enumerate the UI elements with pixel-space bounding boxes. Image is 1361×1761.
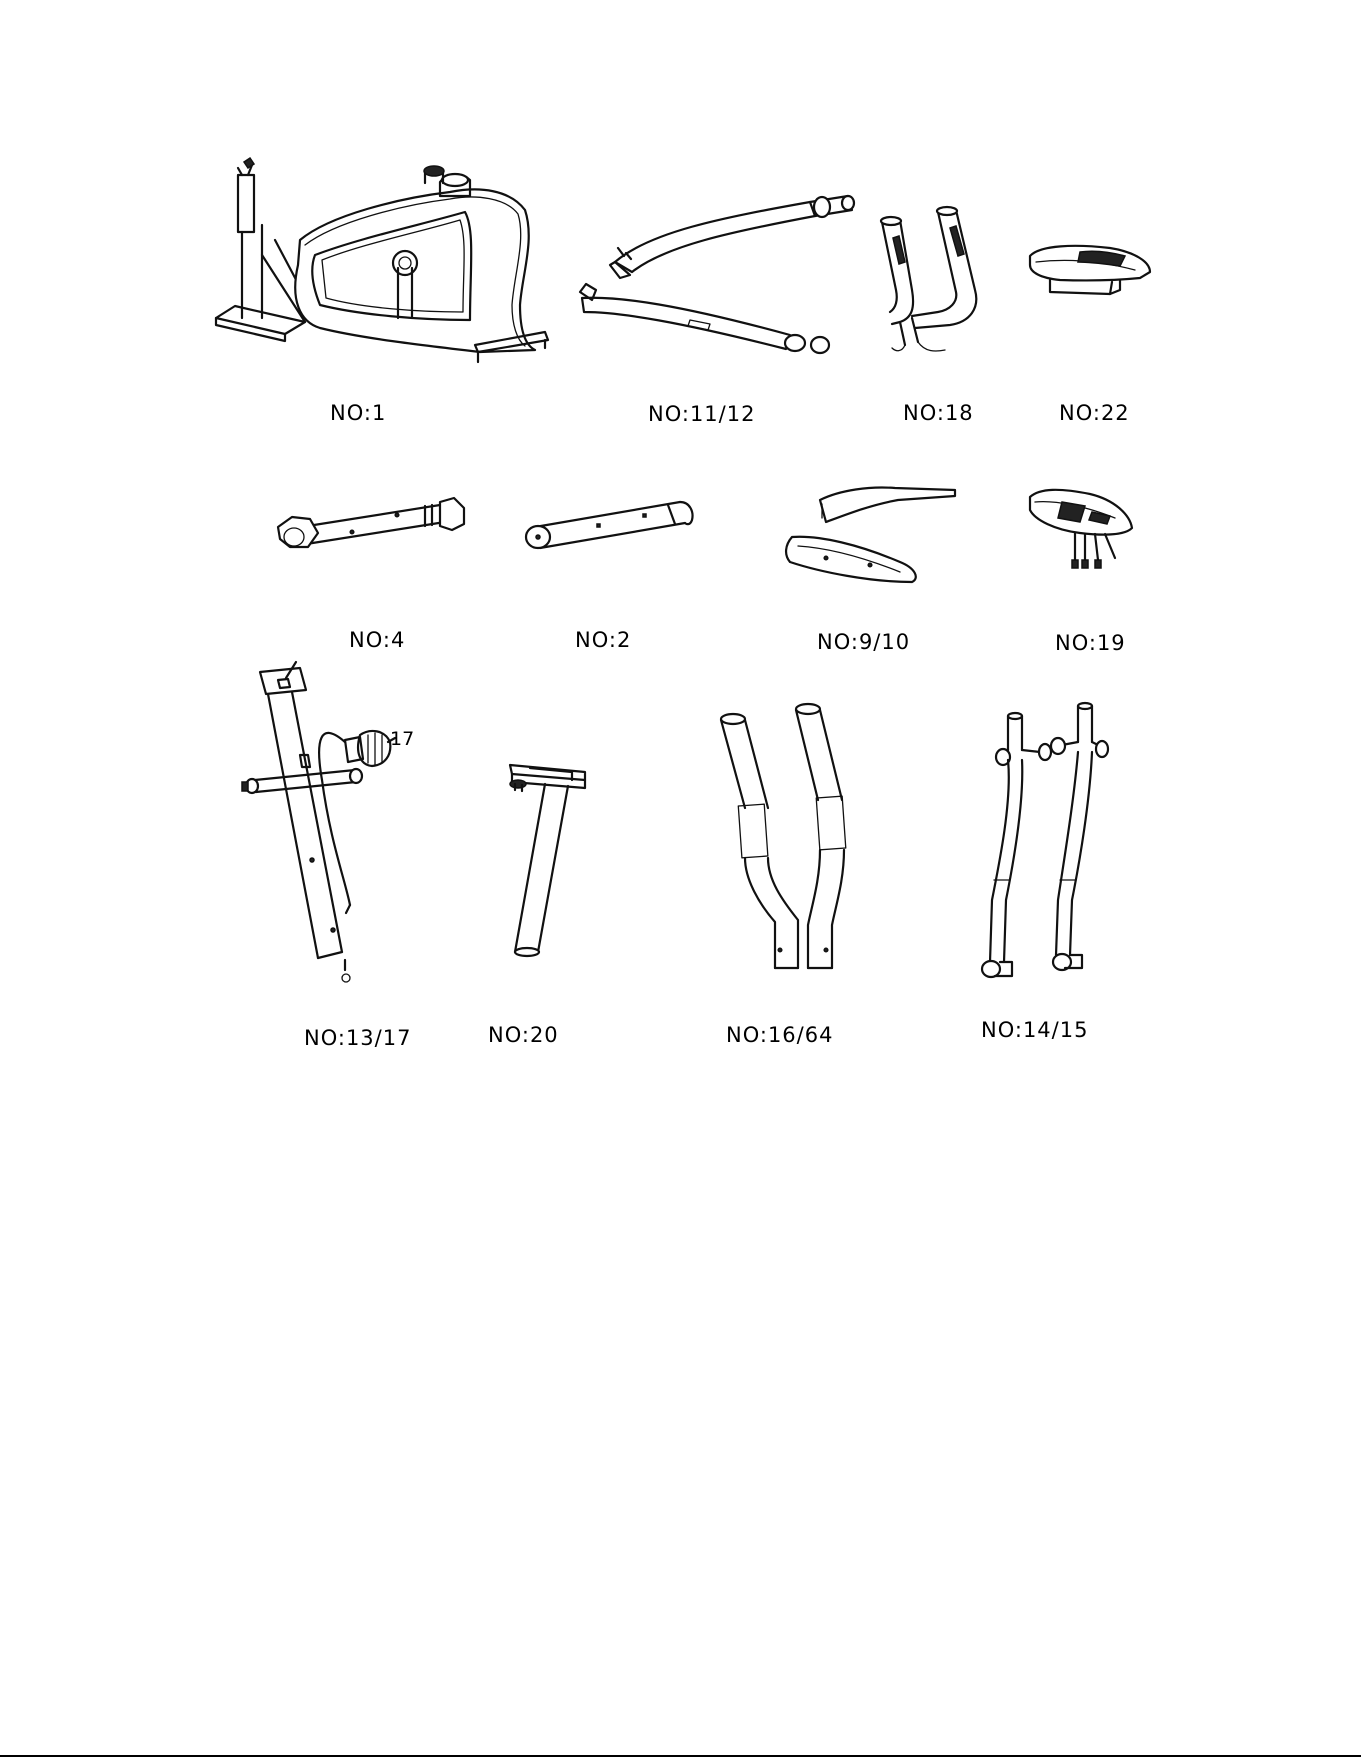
page-footer-rule	[0, 1755, 1361, 1757]
front-post-drawing	[242, 662, 395, 982]
tension-knob-callout: 17	[390, 728, 415, 750]
lower-handlebar-drawing	[982, 703, 1108, 977]
main-frame-drawing	[216, 158, 548, 362]
pedal-drawing	[786, 488, 955, 583]
part-label-18: NO:18	[903, 401, 974, 425]
part-label-14-15: NO:14/15	[981, 1018, 1089, 1042]
part-label-11-12: NO:11/12	[648, 402, 756, 426]
part-label-1: NO:1	[330, 401, 387, 425]
lower-pedal-arm-drawing	[580, 196, 854, 353]
rear-stabilizer-drawing	[278, 498, 464, 547]
front-stabilizer-drawing	[526, 502, 693, 548]
part-label-13-17: NO:13/17	[304, 1026, 412, 1050]
part-label-20: NO:20	[488, 1023, 559, 1047]
part-label-19: NO:19	[1055, 631, 1126, 655]
console-drawing	[1030, 490, 1132, 568]
part-label-2: NO:2	[575, 628, 632, 652]
part-label-16-64: NO:16/64	[726, 1023, 834, 1047]
part-label-4: NO:4	[349, 628, 406, 652]
part-label-9-10: NO:9/10	[817, 630, 911, 654]
part-label-22: NO:22	[1059, 401, 1130, 425]
upper-handlebar-drawing	[721, 704, 846, 968]
seat-drawing	[1030, 246, 1150, 294]
handlebar-drawing	[881, 207, 976, 351]
seat-post-drawing	[510, 765, 585, 956]
